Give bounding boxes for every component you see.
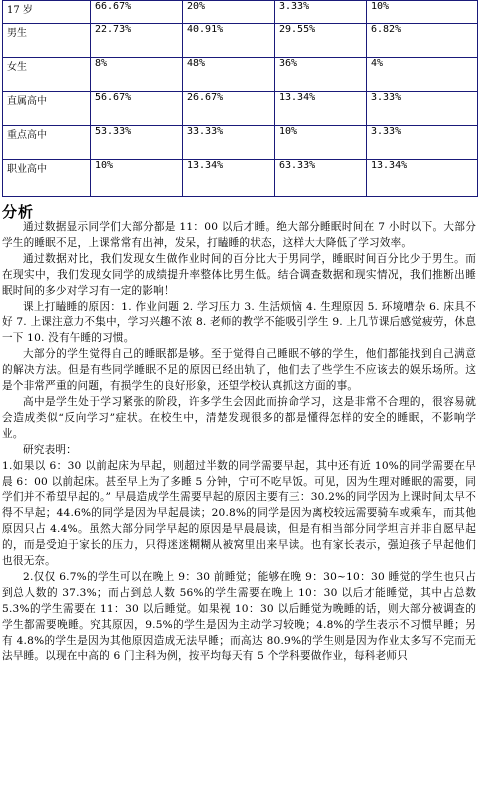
paragraph: 高中是学生处于学习紧张的阶段，许多学生会因此而拚命学习，这是非常不合理的，很容易就会造成类似“反向学习”症状。在校生中，清楚发现很多的都是懂得怎样的安全的睡眠，不影响学业。 <box>2 395 476 440</box>
table-cell: 13.34% <box>183 160 275 197</box>
paragraph: 通过数据显示同学们大部分都是 11：00 以后才睡。绝大部分睡眠时间在 7 小时以下。大部分学生的睡眠不足，上课常常有出神，发呆，打瞌睡的状态，这样大大降低了学习效率。 <box>2 221 476 249</box>
table-row <box>3 58 478 92</box>
paragraph: 通过数据对比，我们发现女生做作业时间的百分比大于男同学，睡眠时间百分比少于男生。而在现实中，我们发现女同学的成绩提升率整体比男生低。结合调查数据和现实情况，我们推断出睡眠时间的多少对学习有一定的影响！ <box>2 252 476 297</box>
table-cell: 33.33% <box>183 126 275 160</box>
row-label: 职业高中 <box>3 160 91 197</box>
paragraph: 1.如果以 6：30 以前起床为早起，则超过半数的同学需要早起，其中还有近 10%的同学需要在早晨 6：00 以前起床。甚至早上为了多睡 5 分钟，宁可不吃早饭。可见，因为生理对睡眠的需要，同学们并不希望早起的。” 早晨造成学生需要早起的原因主要有三：30.2%的同学因为上课时间太早不得不早起；44.6%的同学是因为早起晨读；20.8%的同学是因为离校较远需要骑车或乘车，而其他原因只占 4.4%。虽然大部分同学早起的原因是早晨晨读，但是有相当部分同学坦言并非自愿早起的，而是受迫于家长的压力，只得迷迷糊糊从被窝里出来早读。也有家长表示，强迫孩子早起他们也很无奈。 <box>2 459 476 568</box>
data-table <box>2 0 478 197</box>
table-row <box>3 1 478 24</box>
table-cell: 20% <box>183 1 275 24</box>
table-cell: 36% <box>275 58 367 92</box>
table-cell: 66.67% <box>91 1 183 24</box>
table-cell: 53.33% <box>91 126 183 160</box>
paragraph: 大部分的学生觉得自己的睡眠都是够。至于觉得自己睡眠不够的学生，他们都能找到自己满意的解决方法。但是有些同学睡眠不足的原因已经出轨了，他们去了些学生不应该去的娱乐场所。这是个非常严重的问题，有损学生的良好形象，还望学校认真抓这方面的事。 <box>2 348 476 393</box>
table-cell: 6.82% <box>367 24 478 58</box>
table-cell: 3.33% <box>367 92 478 126</box>
table-cell: 22.73% <box>91 24 183 58</box>
table-row <box>3 126 478 160</box>
row-label: 17 岁 <box>3 1 91 24</box>
analysis-body <box>2 220 476 665</box>
section-heading: 分析 <box>2 203 35 221</box>
table-row <box>3 160 478 197</box>
paragraph: 研究表明： <box>23 443 77 456</box>
table-cell: 10% <box>275 126 367 160</box>
table-cell: 29.55% <box>275 24 367 58</box>
row-label: 直属高中 <box>3 92 91 126</box>
row-label: 男生 <box>3 24 91 58</box>
table-cell: 3.33% <box>275 1 367 24</box>
table-cell: 4% <box>367 58 478 92</box>
table-cell: 10% <box>367 1 478 24</box>
table-cell: 48% <box>183 58 275 92</box>
table-row <box>3 24 478 58</box>
table-cell: 56.67% <box>91 92 183 126</box>
table-cell: 40.91% <box>183 24 275 58</box>
table-cell: 13.34% <box>367 160 478 197</box>
row-label: 女生 <box>3 58 91 92</box>
table-row <box>3 92 478 126</box>
paragraph: 2.仅仅 6.7%的学生可以在晚上 9：30 前睡觉；能够在晚 9：30~10：30 睡觉的学生也只占到总人数的 37.3%；而占到总人数 56%的学生需要在晚上 10：30 以后才能睡觉，其中占总数 5.3%的学生需要在 11：30 以后睡觉。如果视 10：30 以后睡觉为晚睡的话，则大部分被调查的学生都需要晚睡。究其原因，9.5%的学生是因为主动学习较晚；4.8%的学生表示不习惯早睡；另有 4.8%的学生是因为其他原因造成无法早睡；而高达 80.9%的学生则是因为作业太多写不完而无法早睡。以现在中高的 6 门主科为例，按平均每天有 5 个学科要做作业，每科老师只 <box>2 570 476 663</box>
row-label: 重点高中 <box>3 126 91 160</box>
table-cell: 13.34% <box>275 92 367 126</box>
table-cell: 26.67% <box>183 92 275 126</box>
table-cell: 10% <box>91 160 183 197</box>
table-cell: 3.33% <box>367 126 478 160</box>
table-cell: 8% <box>91 58 183 92</box>
table-cell: 63.33% <box>275 160 367 197</box>
paragraph: 课上打瞌睡的原因：1. 作业问题 2. 学习压力 3. 生活烦恼 4. 生理原因 5. 环境嘈杂 6. 床具不好 7. 上课注意力不集中，学习兴趣不浓 8. 老师的教学不能吸引学生 9. 上几节课后感觉疲劳，休息一下 10. 没有午睡的习惯。 <box>2 300 476 345</box>
